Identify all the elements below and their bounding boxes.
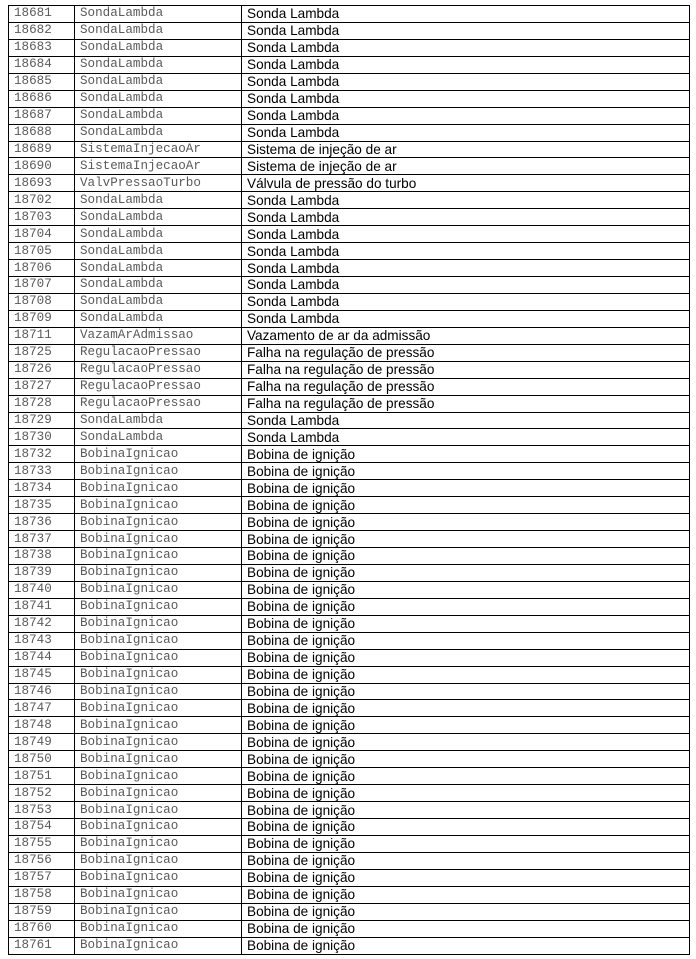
table-row bbox=[9, 243, 690, 260]
table-row bbox=[9, 56, 690, 73]
fault-code-cell: 18742 bbox=[9, 615, 75, 632]
fault-description-cell: Sonda Lambda bbox=[242, 124, 690, 141]
table-row bbox=[9, 395, 690, 412]
fault-identifier-cell: BobinaIgnicao bbox=[75, 615, 242, 632]
fault-description-cell: Bobina de ignição bbox=[242, 666, 690, 683]
table-row bbox=[9, 293, 690, 310]
fault-identifier-cell: VazamArAdmissao bbox=[75, 327, 242, 344]
fault-description-cell: Sonda Lambda bbox=[242, 73, 690, 90]
fault-description-cell: Bobina de ignição bbox=[242, 531, 690, 548]
fault-identifier-cell: BobinaIgnicao bbox=[75, 564, 242, 581]
fault-code-cell: 18739 bbox=[9, 564, 75, 581]
fault-description-cell: Falha na regulação de pressão bbox=[242, 344, 690, 361]
fault-identifier-cell: SondaLambda bbox=[75, 429, 242, 446]
fault-identifier-cell: SondaLambda bbox=[75, 90, 242, 107]
table-row bbox=[9, 90, 690, 107]
fault-description-cell: Bobina de ignição bbox=[242, 497, 690, 514]
fault-description-cell: Bobina de ignição bbox=[242, 564, 690, 581]
table-row bbox=[9, 514, 690, 531]
fault-description-cell: Bobina de ignição bbox=[242, 598, 690, 615]
table-row bbox=[9, 6, 690, 23]
fault-description-cell: Bobina de ignição bbox=[242, 717, 690, 734]
fault-code-cell: 18734 bbox=[9, 480, 75, 497]
fault-code-cell: 18748 bbox=[9, 717, 75, 734]
fault-code-cell: 18732 bbox=[9, 446, 75, 463]
table-row bbox=[9, 751, 690, 768]
fault-description-cell: Bobina de ignição bbox=[242, 852, 690, 869]
fault-description-cell: Bobina de ignição bbox=[242, 802, 690, 819]
fault-identifier-cell: BobinaIgnicao bbox=[75, 666, 242, 683]
fault-code-cell: 18735 bbox=[9, 497, 75, 514]
fault-code-cell: 18756 bbox=[9, 852, 75, 869]
table-row bbox=[9, 649, 690, 666]
table-row bbox=[9, 463, 690, 480]
fault-identifier-cell: SondaLambda bbox=[75, 277, 242, 294]
fault-code-cell: 18736 bbox=[9, 514, 75, 531]
fault-code-cell: 18740 bbox=[9, 581, 75, 598]
fault-description-cell: Falha na regulação de pressão bbox=[242, 395, 690, 412]
table-row bbox=[9, 327, 690, 344]
table-row bbox=[9, 920, 690, 937]
fault-code-cell: 18686 bbox=[9, 90, 75, 107]
fault-identifier-cell: SondaLambda bbox=[75, 260, 242, 277]
fault-description-cell: Válvula de pressão do turbo bbox=[242, 175, 690, 192]
fault-identifier-cell: BobinaIgnicao bbox=[75, 768, 242, 785]
fault-code-cell: 18711 bbox=[9, 327, 75, 344]
fault-identifier-cell: BobinaIgnicao bbox=[75, 802, 242, 819]
fault-description-cell: Sonda Lambda bbox=[242, 56, 690, 73]
fault-code-cell: 18684 bbox=[9, 56, 75, 73]
fault-code-cell: 18702 bbox=[9, 192, 75, 209]
fault-code-cell: 18682 bbox=[9, 22, 75, 39]
fault-description-cell: Sonda Lambda bbox=[242, 226, 690, 243]
fault-identifier-cell: SondaLambda bbox=[75, 6, 242, 23]
fault-identifier-cell: BobinaIgnicao bbox=[75, 785, 242, 802]
fault-description-cell: Bobina de ignição bbox=[242, 937, 690, 954]
table-row bbox=[9, 480, 690, 497]
fault-identifier-cell: BobinaIgnicao bbox=[75, 751, 242, 768]
fault-description-cell: Bobina de ignição bbox=[242, 835, 690, 852]
fault-identifier-cell: SondaLambda bbox=[75, 56, 242, 73]
fault-code-cell: 18750 bbox=[9, 751, 75, 768]
table-row bbox=[9, 564, 690, 581]
fault-description-cell: Bobina de ignição bbox=[242, 480, 690, 497]
table-row bbox=[9, 852, 690, 869]
table-row bbox=[9, 344, 690, 361]
fault-code-cell: 18741 bbox=[9, 598, 75, 615]
table-row bbox=[9, 802, 690, 819]
fault-code-cell: 18703 bbox=[9, 209, 75, 226]
fault-identifier-cell: SondaLambda bbox=[75, 73, 242, 90]
fault-description-cell: Bobina de ignição bbox=[242, 446, 690, 463]
table-row bbox=[9, 768, 690, 785]
table-row bbox=[9, 158, 690, 175]
table-row bbox=[9, 666, 690, 683]
fault-description-cell: Sonda Lambda bbox=[242, 39, 690, 56]
table-row bbox=[9, 903, 690, 920]
fault-code-cell: 18744 bbox=[9, 649, 75, 666]
fault-identifier-cell: RegulacaoPressao bbox=[75, 395, 242, 412]
fault-code-cell: 18704 bbox=[9, 226, 75, 243]
fault-description-cell: Sonda Lambda bbox=[242, 429, 690, 446]
fault-code-cell: 18709 bbox=[9, 310, 75, 327]
fault-description-cell: Bobina de ignição bbox=[242, 683, 690, 700]
fault-description-cell: Bobina de ignição bbox=[242, 632, 690, 649]
fault-identifier-cell: RegulacaoPressao bbox=[75, 378, 242, 395]
table-row bbox=[9, 429, 690, 446]
fault-identifier-cell: BobinaIgnicao bbox=[75, 632, 242, 649]
fault-identifier-cell: BobinaIgnicao bbox=[75, 683, 242, 700]
fault-code-cell: 18688 bbox=[9, 124, 75, 141]
fault-code-cell: 18745 bbox=[9, 666, 75, 683]
fault-identifier-cell: BobinaIgnicao bbox=[75, 480, 242, 497]
fault-description-cell: Sonda Lambda bbox=[242, 90, 690, 107]
fault-description-cell: Bobina de ignição bbox=[242, 886, 690, 903]
fault-identifier-cell: BobinaIgnicao bbox=[75, 548, 242, 565]
fault-description-cell: Bobina de ignição bbox=[242, 785, 690, 802]
table-row bbox=[9, 937, 690, 954]
error-code-table bbox=[8, 5, 690, 955]
fault-description-cell: Vazamento de ar da admissão bbox=[242, 327, 690, 344]
fault-code-cell: 18755 bbox=[9, 835, 75, 852]
fault-identifier-cell: BobinaIgnicao bbox=[75, 531, 242, 548]
fault-code-cell: 18754 bbox=[9, 819, 75, 836]
fault-code-cell: 18759 bbox=[9, 903, 75, 920]
fault-description-cell: Sistema de injeção de ar bbox=[242, 141, 690, 158]
table-row bbox=[9, 378, 690, 395]
table-row bbox=[9, 124, 690, 141]
fault-identifier-cell: BobinaIgnicao bbox=[75, 937, 242, 954]
table-row bbox=[9, 886, 690, 903]
fault-identifier-cell: RegulacaoPressao bbox=[75, 361, 242, 378]
fault-identifier-cell: BobinaIgnicao bbox=[75, 497, 242, 514]
table-row bbox=[9, 446, 690, 463]
fault-identifier-cell: SistemaInjecaoAr bbox=[75, 141, 242, 158]
fault-code-cell: 18733 bbox=[9, 463, 75, 480]
fault-description-cell: Bobina de ignição bbox=[242, 751, 690, 768]
fault-identifier-cell: ValvPressaoTurbo bbox=[75, 175, 242, 192]
fault-identifier-cell: BobinaIgnicao bbox=[75, 717, 242, 734]
table-row bbox=[9, 209, 690, 226]
table-row bbox=[9, 785, 690, 802]
fault-description-cell: Sonda Lambda bbox=[242, 260, 690, 277]
fault-identifier-cell: SondaLambda bbox=[75, 412, 242, 429]
table-row bbox=[9, 734, 690, 751]
fault-identifier-cell: SondaLambda bbox=[75, 107, 242, 124]
table-row bbox=[9, 192, 690, 209]
table-row bbox=[9, 819, 690, 836]
fault-code-cell: 18751 bbox=[9, 768, 75, 785]
fault-code-cell: 18687 bbox=[9, 107, 75, 124]
fault-code-cell: 18726 bbox=[9, 361, 75, 378]
table-row bbox=[9, 175, 690, 192]
fault-identifier-cell: BobinaIgnicao bbox=[75, 920, 242, 937]
table-row bbox=[9, 548, 690, 565]
fault-identifier-cell: BobinaIgnicao bbox=[75, 869, 242, 886]
fault-description-cell: Bobina de ignição bbox=[242, 649, 690, 666]
fault-identifier-cell: RegulacaoPressao bbox=[75, 344, 242, 361]
fault-description-cell: Bobina de ignição bbox=[242, 548, 690, 565]
table-row bbox=[9, 260, 690, 277]
fault-code-cell: 18730 bbox=[9, 429, 75, 446]
table-row bbox=[9, 141, 690, 158]
fault-description-cell: Bobina de ignição bbox=[242, 768, 690, 785]
table-row bbox=[9, 632, 690, 649]
fault-code-cell: 18681 bbox=[9, 6, 75, 23]
fault-code-cell: 18706 bbox=[9, 260, 75, 277]
table-row bbox=[9, 22, 690, 39]
fault-identifier-cell: SondaLambda bbox=[75, 124, 242, 141]
fault-description-cell: Sonda Lambda bbox=[242, 277, 690, 294]
fault-identifier-cell: SondaLambda bbox=[75, 310, 242, 327]
fault-identifier-cell: BobinaIgnicao bbox=[75, 886, 242, 903]
table-row bbox=[9, 717, 690, 734]
table-row bbox=[9, 412, 690, 429]
fault-identifier-cell: BobinaIgnicao bbox=[75, 514, 242, 531]
table-row bbox=[9, 581, 690, 598]
table-row bbox=[9, 73, 690, 90]
fault-code-cell: 18761 bbox=[9, 937, 75, 954]
fault-description-cell: Sonda Lambda bbox=[242, 192, 690, 209]
fault-code-cell: 18685 bbox=[9, 73, 75, 90]
fault-description-cell: Sonda Lambda bbox=[242, 310, 690, 327]
fault-description-cell: Bobina de ignição bbox=[242, 819, 690, 836]
fault-identifier-cell: BobinaIgnicao bbox=[75, 581, 242, 598]
table-row bbox=[9, 497, 690, 514]
fault-identifier-cell: SondaLambda bbox=[75, 243, 242, 260]
fault-code-cell: 18725 bbox=[9, 344, 75, 361]
table-row bbox=[9, 226, 690, 243]
fault-identifier-cell: BobinaIgnicao bbox=[75, 700, 242, 717]
table-row bbox=[9, 683, 690, 700]
fault-description-cell: Bobina de ignição bbox=[242, 700, 690, 717]
fault-identifier-cell: BobinaIgnicao bbox=[75, 463, 242, 480]
fault-identifier-cell: BobinaIgnicao bbox=[75, 852, 242, 869]
fault-identifier-cell: BobinaIgnicao bbox=[75, 835, 242, 852]
fault-code-cell: 18757 bbox=[9, 869, 75, 886]
fault-identifier-cell: SistemaInjecaoAr bbox=[75, 158, 242, 175]
fault-code-cell: 18705 bbox=[9, 243, 75, 260]
fault-description-cell: Falha na regulação de pressão bbox=[242, 361, 690, 378]
fault-identifier-cell: BobinaIgnicao bbox=[75, 819, 242, 836]
fault-code-cell: 18758 bbox=[9, 886, 75, 903]
table-row bbox=[9, 835, 690, 852]
fault-code-cell: 18743 bbox=[9, 632, 75, 649]
table-row bbox=[9, 531, 690, 548]
fault-identifier-cell: BobinaIgnicao bbox=[75, 446, 242, 463]
fault-identifier-cell: SondaLambda bbox=[75, 293, 242, 310]
fault-description-cell: Bobina de ignição bbox=[242, 581, 690, 598]
fault-identifier-cell: SondaLambda bbox=[75, 39, 242, 56]
fault-description-cell: Bobina de ignição bbox=[242, 615, 690, 632]
fault-description-cell: Sonda Lambda bbox=[242, 209, 690, 226]
fault-identifier-cell: SondaLambda bbox=[75, 226, 242, 243]
fault-code-cell: 18747 bbox=[9, 700, 75, 717]
fault-code-cell: 18689 bbox=[9, 141, 75, 158]
table-row bbox=[9, 361, 690, 378]
table-row bbox=[9, 107, 690, 124]
fault-code-cell: 18727 bbox=[9, 378, 75, 395]
fault-identifier-cell: BobinaIgnicao bbox=[75, 649, 242, 666]
fault-description-cell: Sonda Lambda bbox=[242, 243, 690, 260]
fault-description-cell: Bobina de ignição bbox=[242, 869, 690, 886]
fault-code-cell: 18693 bbox=[9, 175, 75, 192]
fault-description-cell: Sonda Lambda bbox=[242, 412, 690, 429]
fault-code-cell: 18683 bbox=[9, 39, 75, 56]
fault-code-cell: 18738 bbox=[9, 548, 75, 565]
fault-code-cell: 18737 bbox=[9, 531, 75, 548]
table-row bbox=[9, 700, 690, 717]
fault-code-cell: 18707 bbox=[9, 277, 75, 294]
fault-identifier-cell: BobinaIgnicao bbox=[75, 903, 242, 920]
fault-identifier-cell: SondaLambda bbox=[75, 192, 242, 209]
table-row bbox=[9, 598, 690, 615]
fault-identifier-cell: BobinaIgnicao bbox=[75, 598, 242, 615]
table-row bbox=[9, 277, 690, 294]
table-row bbox=[9, 869, 690, 886]
fault-code-cell: 18752 bbox=[9, 785, 75, 802]
fault-identifier-cell: SondaLambda bbox=[75, 209, 242, 226]
fault-code-cell: 18708 bbox=[9, 293, 75, 310]
fault-description-cell: Sonda Lambda bbox=[242, 293, 690, 310]
table-row bbox=[9, 39, 690, 56]
fault-description-cell: Sonda Lambda bbox=[242, 22, 690, 39]
fault-code-cell: 18728 bbox=[9, 395, 75, 412]
fault-identifier-cell: BobinaIgnicao bbox=[75, 734, 242, 751]
fault-code-cell: 18746 bbox=[9, 683, 75, 700]
fault-code-cell: 18760 bbox=[9, 920, 75, 937]
fault-description-cell: Bobina de ignição bbox=[242, 734, 690, 751]
fault-description-cell: Bobina de ignição bbox=[242, 514, 690, 531]
fault-code-cell: 18753 bbox=[9, 802, 75, 819]
fault-code-cell: 18749 bbox=[9, 734, 75, 751]
error-code-table-body bbox=[9, 6, 690, 955]
fault-code-cell: 18690 bbox=[9, 158, 75, 175]
fault-description-cell: Falha na regulação de pressão bbox=[242, 378, 690, 395]
fault-description-cell: Bobina de ignição bbox=[242, 920, 690, 937]
fault-identifier-cell: SondaLambda bbox=[75, 22, 242, 39]
table-row bbox=[9, 310, 690, 327]
fault-description-cell: Sistema de injeção de ar bbox=[242, 158, 690, 175]
fault-description-cell: Bobina de ignição bbox=[242, 903, 690, 920]
fault-description-cell: Sonda Lambda bbox=[242, 6, 690, 23]
fault-description-cell: Sonda Lambda bbox=[242, 107, 690, 124]
fault-description-cell: Bobina de ignição bbox=[242, 463, 690, 480]
fault-code-cell: 18729 bbox=[9, 412, 75, 429]
table-row bbox=[9, 615, 690, 632]
